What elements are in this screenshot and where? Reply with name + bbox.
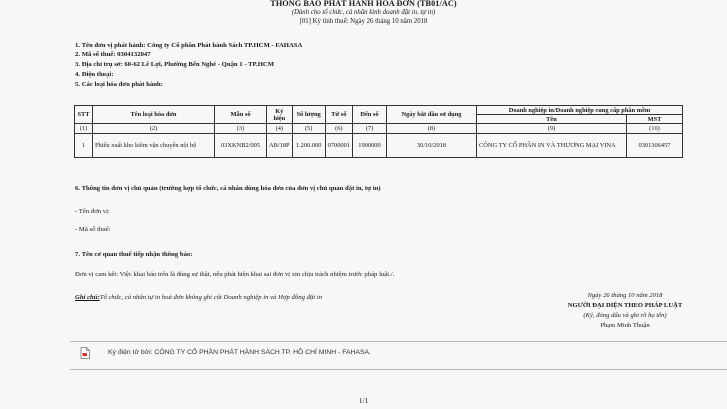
index-cell: (10) [626, 124, 682, 134]
index-cell: (2) [93, 124, 215, 134]
index-cell: (5) [292, 124, 325, 134]
commitment-text: Đơn vị cam kết: Việc khai báo trên là đúng sự thật, nếu phát hiện khai sai đơn vị xin chịu trách nhiệm trước pháp luật./. [75, 271, 395, 278]
signature-date: Ngày 26 tháng 10 năm 2018 [587, 292, 663, 299]
page-number: 1/1 [358, 396, 369, 405]
index-cell: (8) [386, 124, 476, 134]
row-printer-name: CÔNG TY CỔ PHẦN IN VÀ THƯƠNG MẠI VINA [476, 134, 626, 158]
section6-heading: 6. Thông tin đơn vị chủ quản (trường hợp tổ chức, cá nhân dùng hóa đơn của đơn vị chủ quản đặt in, tự in) [75, 185, 381, 192]
header-form: Mẫu số [215, 106, 267, 124]
header-printer-mst: MST [626, 115, 682, 124]
index-cell: (6) [325, 124, 352, 134]
index-cell: (9) [476, 124, 626, 134]
header-stt: STT [75, 106, 93, 124]
phone-line: 4. Điện thoại: [75, 71, 114, 78]
row-start-date: 30/10/2018 [386, 134, 476, 158]
header-symbol: Ký hiệu [267, 106, 293, 124]
row-symbol: AB/18P [267, 134, 293, 158]
row-form: 03XKNB2/005 [215, 134, 267, 158]
note-text: Tổ chức, cá nhân tự in hoá đơn không ghi cột Doanh nghiệp in và Hợp đồng đặt in [99, 294, 322, 301]
header-to: Đến số [352, 106, 386, 124]
signature-role: NGƯỜI ĐẠI DIỆN THEO PHÁP LUẬT [567, 302, 683, 309]
header-start-date: Ngày bắt đầu sử dụng [386, 106, 476, 124]
row-invoice-name: Phiếu xuất kho kiêm vận chuyển nội bộ [93, 134, 215, 158]
section7-heading: 7. Tên cơ quan thuế tiếp nhận thông báo: [75, 251, 193, 258]
row-printer-mst: 0301306457 [626, 134, 682, 158]
digital-signature-text: Ký điện tử bởi: CÔNG TY CỔ PHẦN PHÁT HÀNH SÁCH TP. HỒ CHÍ MINH - FAHASA. [108, 349, 371, 356]
document-title: THÔNG BÁO PHÁT HÀNH HÓA ĐƠN (TB01/AC) [270, 0, 457, 8]
footer-divider-bottom [70, 369, 727, 370]
row-from: 0700001 [325, 134, 352, 158]
org-name-line: 1. Tên đơn vị phát hành: Công ty Cổ phần Phát hành Sách TP.HCM - FAHASA [75, 42, 303, 49]
unit-tax-line: - Mã số thuế: [75, 226, 111, 233]
index-cell: (7) [352, 124, 386, 134]
header-quantity: Số lượng [292, 106, 325, 124]
row-quantity: 1.200.000 [292, 134, 325, 158]
invoice-table [74, 105, 683, 158]
tax-period: [01] Kỳ tính thuế: Ngày 26 tháng 10 năm 2018 [299, 18, 428, 25]
header-invoice-name: Tên loại hóa đơn [93, 106, 215, 124]
unit-name-line: - Tên đơn vị: [75, 208, 110, 215]
header-printer-name: Tên [476, 115, 626, 124]
footer-divider [70, 341, 727, 342]
signer-name: Phạm Minh Thuận [600, 322, 650, 329]
document-icon [80, 346, 90, 358]
note-label: Ghi chú: [75, 294, 100, 301]
invoice-types-line: 5. Các loại hóa đơn phát hành: [75, 81, 163, 88]
index-cell: (1) [75, 124, 93, 134]
signature-instruction: (Ký, đóng dấu và ghi rõ họ tên) [583, 312, 667, 319]
row-to: 1900000 [352, 134, 386, 158]
header-printer: Doanh nghiệp in/Doanh nghiệp cung cấp phần mềm [476, 106, 682, 115]
note [75, 294, 322, 301]
index-cell: (3) [215, 124, 267, 134]
row-stt: 1 [75, 134, 93, 158]
tax-code-line: 2. Mã số thuế: 0304132047 [75, 51, 151, 58]
header-from: Từ số [325, 106, 352, 124]
table-row [75, 134, 683, 158]
document-subtitle: (Dành cho tổ chức, cá nhân kinh doanh đặt in, tự in) [291, 9, 436, 16]
address-line: 3. Địa chỉ trụ sở: 60-62 Lê Lợi, Phường Bến Nghé - Quận 1 - TP.HCM [75, 61, 275, 68]
index-cell: (4) [267, 124, 293, 134]
